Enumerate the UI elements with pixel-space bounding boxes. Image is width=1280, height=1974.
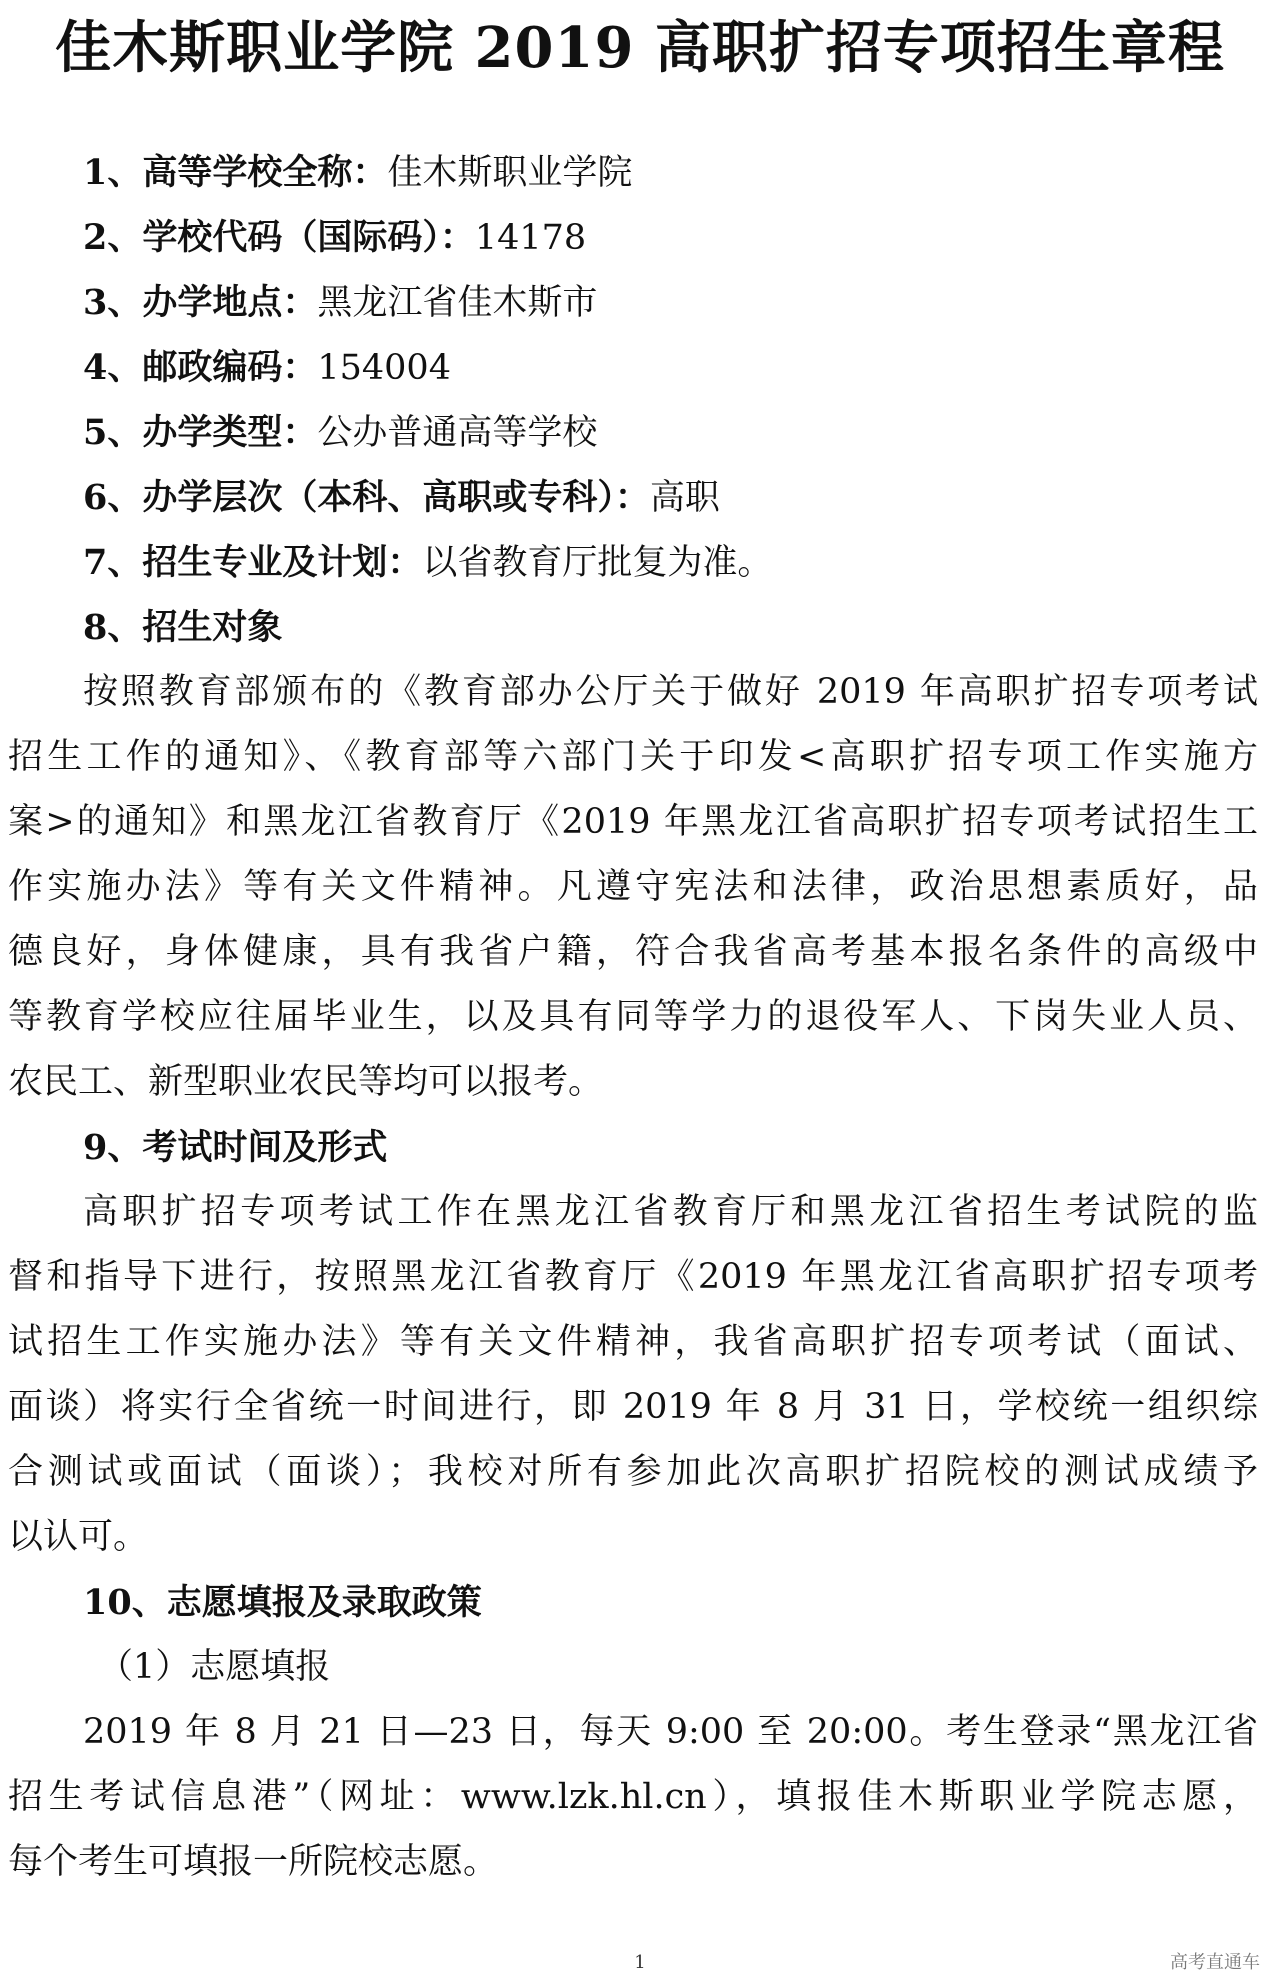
info-item-school-level	[8, 465, 1258, 530]
paragraph-line: 作实施办法》等有关文件精神。凡遵守宪法和法律，政治思想素质好，品	[8, 867, 1258, 907]
paragraph-line: 农民工、新型职业农民等均可以报考。	[8, 1062, 604, 1102]
paragraph-line: 试招生工作实施办法》等有关文件精神，我省高职扩招专项考试（面试、	[8, 1322, 1258, 1362]
item-value: 公办普通高等学校	[317, 413, 598, 453]
section-heading-exam-time: 9、考试时间及形式	[83, 1127, 388, 1168]
info-item-school-type	[8, 400, 1258, 465]
document-body	[8, 140, 1258, 1895]
item-label: 3、办学地点：	[83, 282, 318, 323]
item-value: 154004	[317, 348, 451, 388]
paragraph-line: 高职扩招专项考试工作在黑龙江省教育厅和黑龙江省招生考试院的监	[83, 1192, 1258, 1232]
paragraph-line: 面谈）将实行全省统一时间进行，即 2019 年 8 月 31 日，学校统一组织综	[8, 1387, 1258, 1427]
info-item-location	[8, 270, 1258, 335]
item-label: 2、学校代码（国际码）：	[83, 217, 475, 258]
info-item-majors-plan	[8, 530, 1258, 595]
section-heading-enrollment-target: 8、招生对象	[83, 607, 283, 648]
paragraph-line: 合测试或面试（面谈）；我校对所有参加此次高职扩招院校的测试成绩予	[8, 1452, 1258, 1492]
item-label: 4、邮政编码：	[83, 347, 318, 388]
item-label: 6、办学层次（本科、高职或专科）：	[83, 477, 650, 518]
info-item-school-code	[8, 205, 1258, 270]
info-item-school-name	[8, 140, 1258, 205]
paragraph-line: 2019 年 8 月 21 日—23 日，每天 9:00 至 20:00。考生登录“黑龙江省	[83, 1712, 1258, 1752]
document-title: 佳木斯职业学院 2019 高职扩招专项招生章程	[55, 15, 1225, 81]
item-value: 佳木斯职业学院	[387, 153, 633, 193]
paragraph-line: 案>的通知》和黑龙江省教育厅《2019 年黑龙江省高职扩招专项考试招生工	[8, 802, 1258, 842]
item-label: 7、招生专业及计划：	[83, 542, 423, 583]
paragraph-line: 等教育学校应往届毕业生，以及具有同等学力的退役军人、下岗失业人员、	[8, 997, 1258, 1037]
page-number: 1	[634, 1952, 646, 1973]
item-value: 黑龙江省佳木斯市	[317, 283, 598, 323]
paragraph-line: 督和指导下进行，按照黑龙江省教育厅《2019 年黑龙江省高职扩招专项考	[8, 1257, 1258, 1297]
watermark: 高考直通车	[1170, 1952, 1260, 1973]
info-item-postcode	[8, 335, 1258, 400]
subsection-heading-application: （1）志愿填报	[98, 1647, 331, 1687]
item-value: 以省教育厅批复为准。	[422, 543, 773, 583]
item-label: 5、办学类型：	[83, 412, 318, 453]
section-heading-application-admission: 10、志愿填报及录取政策	[83, 1582, 482, 1623]
item-value: 高职	[649, 478, 720, 518]
item-value: 14178	[474, 218, 587, 258]
item-label: 1、高等学校全称：	[83, 152, 388, 193]
paragraph-line: 招生考试信息港”（网址：www.lzk.hl.cn），填报佳木斯职业学院志愿，	[8, 1777, 1258, 1817]
paragraph-line: 德良好，身体健康，具有我省户籍，符合我省高考基本报名条件的高级中	[8, 932, 1258, 972]
paragraph-line: 以认可。	[8, 1517, 149, 1557]
paragraph-line: 招生工作的通知》、《教育部等六部门关于印发<高职扩招专项工作实施方	[8, 737, 1258, 777]
paragraph-line: 按照教育部颁布的《教育部办公厅关于做好 2019 年高职扩招专项考试	[83, 672, 1258, 712]
paragraph-line: 每个考生可填报一所院校志愿。	[8, 1842, 499, 1882]
